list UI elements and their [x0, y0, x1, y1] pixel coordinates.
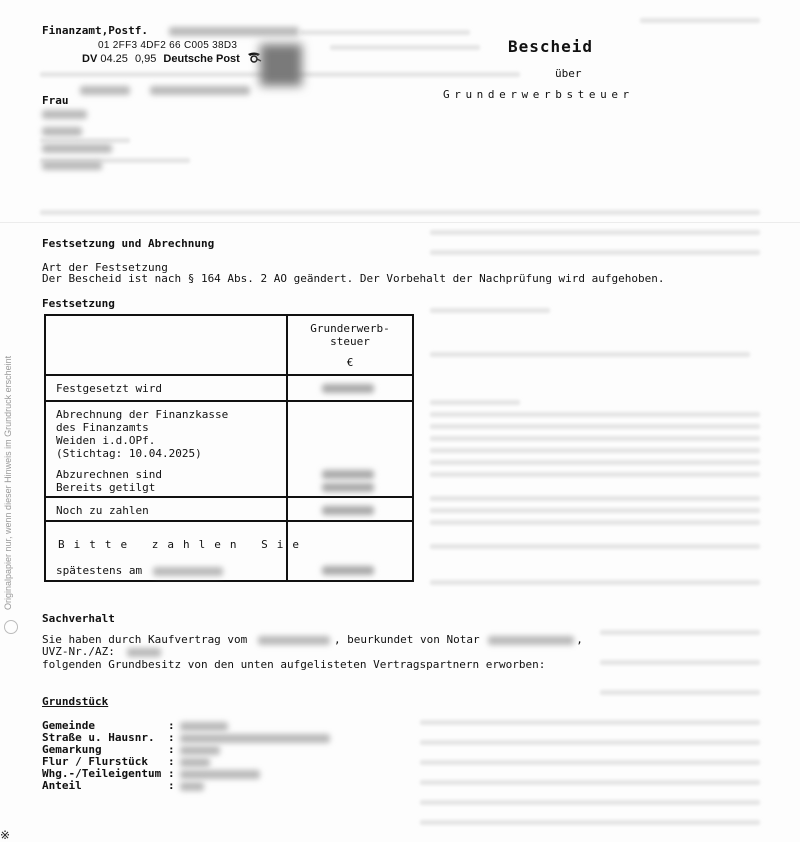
art-der-festsetzung-text: Der Bescheid ist nach § 164 Abs. 2 AO geändert. Der Vorbehalt der Nachprüfung wird aufgehoben. [42, 272, 665, 285]
corner-print-mark: ※ [0, 828, 11, 842]
notar-name-redacted [488, 636, 574, 645]
postage-amount: 0,95 [134, 53, 157, 65]
gemarkung-value-redacted [180, 746, 220, 755]
grundstueck-row: Gemeinde : [42, 719, 228, 732]
gemeinde-value-redacted [180, 722, 228, 731]
recipient-address-redacted [42, 110, 112, 170]
currency-symbol: € [346, 356, 354, 369]
row-abrechnung-label [56, 408, 228, 460]
grundstueck-row: Anteil : [42, 779, 204, 792]
margin-circle-mark [4, 620, 18, 634]
sender-line [42, 24, 299, 37]
document-subject: Grunderwerbsteuer [443, 88, 634, 101]
postage-stamp [82, 51, 262, 65]
row-noch-label: Noch zu zahlen [56, 504, 149, 517]
sender-address-redacted [169, 27, 299, 36]
gemeinde-label: Gemeinde [42, 719, 95, 732]
column-header [290, 322, 410, 369]
postage-carrier: Deutsche Post [163, 53, 240, 65]
pay-deadline-date-redacted [153, 567, 223, 576]
strasse-value-redacted [180, 734, 330, 743]
sachverhalt-kaufvertrag: Sie haben durch Kaufvertrag vom [42, 633, 248, 646]
table-row-divider [46, 496, 412, 498]
postage-barcode-number: 01 2FF3 4DF2 66 C005 38D3 [98, 40, 238, 51]
section-heading-grundstueck: Grundstück [42, 695, 109, 708]
table-row-divider [46, 520, 412, 522]
uvz-number-redacted [127, 648, 161, 657]
table-row-divider [46, 374, 412, 376]
row-abrechnung-line2: des Finanzamts [56, 421, 149, 434]
table-row-divider [46, 400, 412, 402]
margin-note: Originalpapier nur, wenn dieser Hinweis im Grundruck erscheint [3, 355, 13, 610]
row-getilgt-label: Bereits getilgt [56, 481, 156, 494]
postage-prefix: DV [82, 53, 98, 65]
table-heading: Festsetzung [42, 297, 115, 310]
pay-prompt: Bitte zahlen Sie [58, 538, 308, 551]
pay-deadline [56, 564, 223, 577]
pay-deadline-label: spätestens am [56, 564, 143, 577]
grundstueck-row: Flur / Flurstück : [42, 755, 210, 768]
wohnungseigentum-label: Whg.-/Teileigentum [42, 767, 162, 780]
wohnungseigentum-value-redacted [180, 770, 260, 779]
grundstueck-row: Straße u. Hausnr. : [42, 731, 330, 744]
row-noch-value-redacted [322, 506, 374, 515]
sachverhalt-comma: , [576, 633, 583, 646]
sachverhalt-line2 [42, 645, 161, 658]
section-heading-sachverhalt: Sachverhalt [42, 612, 115, 625]
row-getilgt-value-redacted [322, 483, 374, 492]
recipient-code-redacted [80, 80, 250, 99]
uvz-label: UVZ-Nr./AZ: [42, 645, 115, 658]
grundstueck-row: Whg.-/Teileigentum : [42, 767, 260, 780]
row-festgesetzt-label: Festgesetzt wird [56, 382, 162, 395]
kaufvertrag-date-redacted [258, 636, 330, 645]
sachverhalt-notar: , beurkundet von Notar [333, 633, 480, 646]
row-abzurechnen-label: Abzurechnen sind [56, 468, 162, 481]
flur-label: Flur / Flurstück [42, 755, 148, 768]
fold-line [0, 222, 800, 223]
document-title: Bescheid [508, 37, 594, 56]
row-abrechnung-line3: Weiden i.d.OPf. [56, 434, 156, 447]
section-heading-festsetzung-abrechnung: Festsetzung und Abrechnung [42, 237, 215, 250]
pay-amount-redacted [322, 566, 374, 575]
row-festgesetzt-value-redacted [322, 384, 374, 393]
gemarkung-label: Gemarkung [42, 743, 102, 756]
row-abrechnung-line1: Abrechnung der Finanzkasse [56, 408, 229, 421]
sachverhalt-line3: folgenden Grundbesitz von den unten aufgelisteten Vertragspartnern erworben: [42, 658, 546, 671]
art-der-festsetzung-label: Art der Festsetzung [42, 261, 168, 274]
column-header-line1: Grunderwerb- [310, 322, 390, 335]
anteil-label: Anteil [42, 779, 82, 792]
title-connector: über [555, 67, 582, 80]
festsetzung-table [44, 314, 414, 582]
strasse-label: Straße u. Hausnr. [42, 731, 155, 744]
salutation: Frau [42, 94, 69, 107]
postage-date: 04.25 [100, 53, 128, 65]
grundstueck-row: Gemarkung : [42, 743, 220, 756]
flur-value-redacted [180, 758, 210, 767]
column-header-line2: steuer [330, 335, 370, 348]
datamatrix-redacted [260, 44, 302, 86]
row-abrechnung-line4: (Stichtag: 10.04.2025) [56, 447, 202, 460]
anteil-value-redacted [180, 782, 204, 791]
row-abzurechnen-value-redacted [322, 470, 374, 479]
sender-label: Finanzamt,Postf. [42, 24, 148, 37]
